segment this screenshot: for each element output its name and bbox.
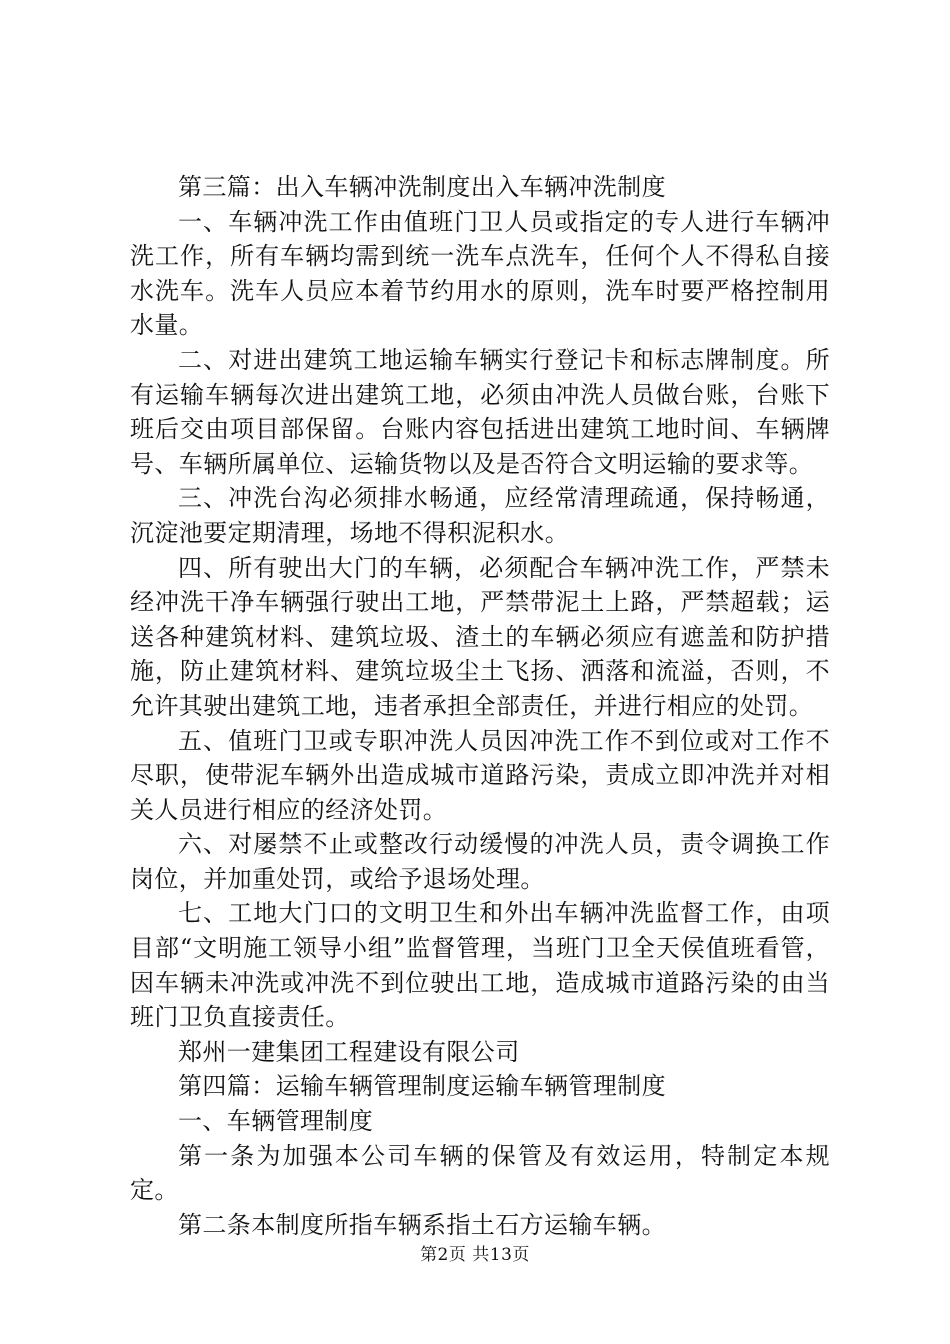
paragraph-article-1: 第一条为加强本公司车辆的保管及有效运用，特制定本规定。 xyxy=(130,1141,830,1205)
paragraph-chapter4-title: 第四篇：运输车辆管理制度运输车辆管理制度 xyxy=(178,1072,666,1101)
paragraph-rule-6: 六、对屡禁不止或整改行动缓慢的冲洗人员，责令调换工作岗位，并加重处罚，或给予退场处理。 xyxy=(130,830,830,893)
paragraph-rule-5: 五、值班门卫或专职冲洗人员因冲洗工作不到位或对工作不尽职，使带泥车辆外出造成城市道路污染，责成立即冲洗并对相关人员进行相应的经济处罚。 xyxy=(130,726,830,824)
paragraph-rule-3: 三、冲洗台沟必须排水畅通，应经常清理疏通，保持畅通，沉淀池要定期清理，场地不得积泥积水。 xyxy=(130,484,830,547)
paragraph-section-heading: 一、车辆管理制度 xyxy=(178,1107,374,1136)
paragraph-company: 郑州一建集团工程建设有限公司 xyxy=(178,1037,520,1066)
paragraph-rule-2: 二、对进出建筑工地运输车辆实行登记卡和标志牌制度。所有运输车辆每次进出建筑工地，必须由冲洗人员做台账，台账下班后交由项目部保留。台账内容包括进出建筑工地时间、车辆牌号、车辆所属单位、运输货物以及是否符合文明运输的要求等。 xyxy=(130,345,830,478)
document-body xyxy=(130,170,830,1242)
paragraph-rule-1: 一、车辆冲洗工作由值班门卫人员或指定的专人进行车辆冲洗工作，所有车辆均需到统一洗车点洗车，任何个人不得私自接水洗车。洗车人员应本着节约用水的原则，洗车时要严格控制用水量。 xyxy=(130,207,830,340)
page-number-footer: 第2页 共13页 xyxy=(420,1245,530,1265)
paragraph-article-2: 第二条本制度所指车辆系指土石方运输车辆。 xyxy=(178,1210,666,1239)
paragraph-rule-7: 七、工地大门口的文明卫生和外出车辆冲洗监督工作，由项目部“文明施工领导小组”监督管理，当班门卫全天侯值班看管，因车辆未冲洗或冲洗不到位驶出工地，造成城市道路污染的由当班门卫负直接责任。 xyxy=(130,899,830,1032)
paragraph-rule-4: 四、所有驶出大门的车辆，必须配合车辆冲洗工作，严禁未经冲洗干净车辆强行驶出工地，严禁带泥土上路，严禁超载；运送各种建筑材料、建筑垃圾、渣土的车辆必须应有遮盖和防护措施，防止建筑材料、建筑垃圾尘土飞扬、洒落和流溢，否则，不允许其驶出建筑工地，违者承担全部责任，并进行相应的处罚。 xyxy=(130,553,830,720)
paragraph-chapter3-title: 第三篇：出入车辆冲洗制度出入车辆冲洗制度 xyxy=(178,173,666,201)
